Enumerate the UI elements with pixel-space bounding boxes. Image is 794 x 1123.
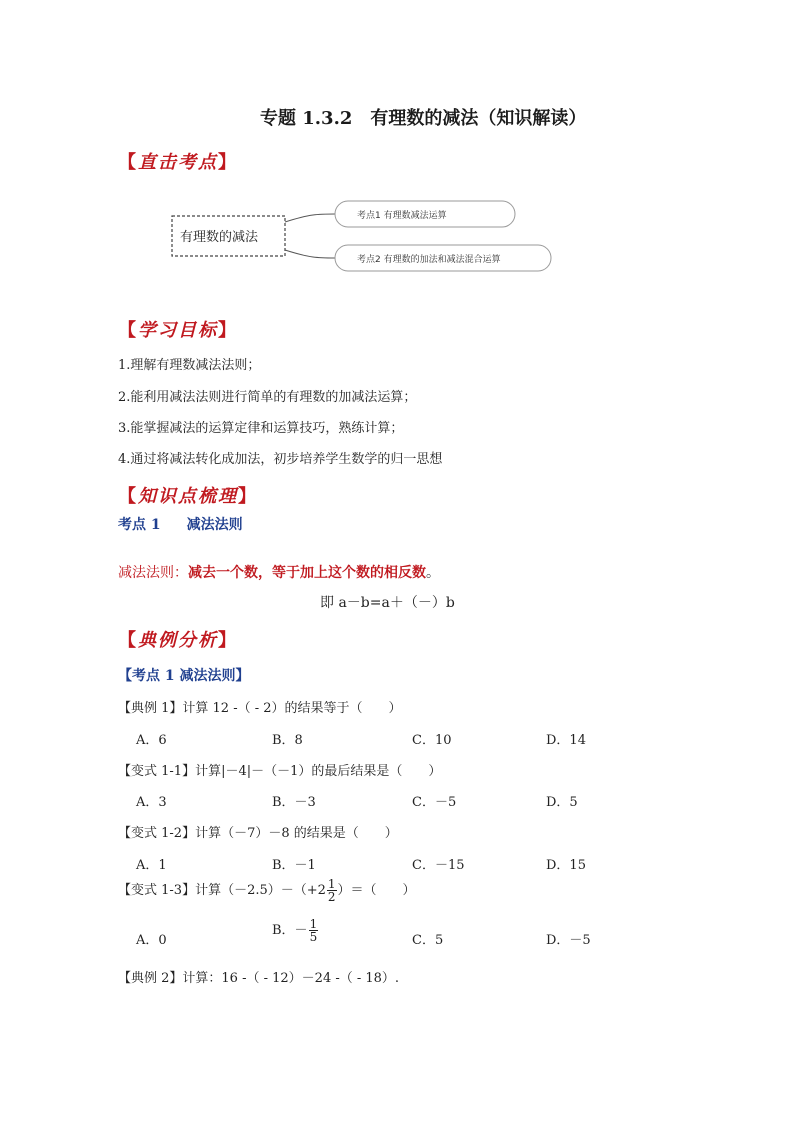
option-c: C．5 bbox=[412, 933, 444, 948]
option-c: C．－15 bbox=[412, 858, 465, 873]
option-b bbox=[272, 918, 319, 943]
option-d: D．14 bbox=[546, 733, 586, 748]
option-d: D．5 bbox=[546, 795, 578, 810]
question-stem: 【变式 1-2】计算（－7）－8 的结果是（ ） bbox=[118, 826, 398, 841]
fraction-denominator: 2 bbox=[327, 890, 336, 904]
mindmap-connector-bottom bbox=[285, 250, 335, 258]
bracket-left: 【 bbox=[118, 630, 138, 651]
option-a: A．1 bbox=[136, 858, 167, 873]
objective-item: 3.能掌握减法的运算定律和运算技巧，熟练计算； bbox=[118, 421, 404, 436]
section-examples-label: 典例分析 bbox=[138, 630, 218, 651]
option-a: A．6 bbox=[136, 733, 167, 748]
option-d: D．15 bbox=[546, 858, 586, 873]
fraction-denominator: 5 bbox=[309, 930, 318, 944]
option-c: C．10 bbox=[412, 733, 452, 748]
fraction-numerator: 1 bbox=[309, 917, 318, 931]
option-a: A．0 bbox=[136, 933, 167, 948]
mindmap-connector-top bbox=[285, 214, 335, 222]
option-b: B．8 bbox=[272, 733, 303, 748]
page-title: 专题 1.3.2 有理数的减法（知识解读） bbox=[260, 108, 587, 129]
question-stem: 【变式 1-1】计算|－4|－（－1）的最后结果是（ ） bbox=[118, 764, 442, 779]
mindmap-root-label: 有理数的减法 bbox=[180, 230, 259, 245]
question-stem bbox=[118, 878, 416, 903]
mindmap-diagram bbox=[0, 0, 794, 300]
bracket-left: 【 bbox=[118, 486, 138, 507]
mixed-fraction bbox=[327, 878, 337, 903]
rule-end: 。 bbox=[426, 565, 440, 581]
objective-item: 4.通过将减法转化成加法，初步培养学生数学的归一思想 bbox=[118, 452, 443, 467]
rule-text: 减去一个数，等于加上这个数的相反数 bbox=[188, 565, 426, 581]
question-stem-part: 【变式 1-3】计算（－2.5）－（+2 bbox=[118, 883, 326, 898]
rule-prefix: 减法法则： bbox=[118, 565, 188, 581]
mindmap-branch2-label: 考点2 有理数的加法和减法混合运算 bbox=[357, 255, 501, 265]
knowledge-point-title: 减法法则 bbox=[186, 517, 243, 533]
section-goals-heading bbox=[118, 316, 238, 342]
objective-item: 1.理解有理数减法法则； bbox=[118, 358, 261, 373]
section-examples-heading bbox=[118, 626, 238, 652]
question-stem: 【典例 2】计算：16 -（ - 12）－24 -（ - 18）. bbox=[118, 971, 400, 986]
bracket-right: 】 bbox=[218, 320, 238, 341]
section-knowledge-label: 知识点梳理 bbox=[138, 486, 238, 507]
section-knowledge-heading bbox=[118, 482, 258, 508]
option-b: B．－3 bbox=[272, 795, 316, 810]
option-b-label: B．－ bbox=[272, 923, 308, 938]
mindmap-branch1-label: 考点1 有理数减法运算 bbox=[357, 211, 447, 221]
fraction-numerator: 1 bbox=[327, 877, 336, 891]
bracket-left: 【 bbox=[118, 152, 138, 173]
option-b: B．－1 bbox=[272, 858, 316, 873]
section-direct-label: 直击考点 bbox=[138, 152, 218, 173]
objective-item: 2.能利用减法法则进行简单的有理数的加减法运算； bbox=[118, 390, 417, 405]
option-d: D．－5 bbox=[546, 933, 591, 948]
option-c: C．－5 bbox=[412, 795, 457, 810]
section-goals-label: 学习目标 bbox=[138, 320, 218, 341]
bracket-right: 】 bbox=[218, 630, 238, 651]
subtraction-rule bbox=[118, 562, 440, 582]
knowledge-point-label: 考点 1 bbox=[118, 517, 161, 533]
bracket-right: 】 bbox=[218, 152, 238, 173]
bracket-left: 【 bbox=[118, 320, 138, 341]
question-stem-part: ）＝（ ） bbox=[337, 883, 416, 898]
option-a: A．3 bbox=[136, 795, 167, 810]
bracket-right: 】 bbox=[238, 486, 258, 507]
knowledge-point-heading bbox=[118, 514, 243, 534]
rule-formula: 即 a－b=a＋（－）b bbox=[320, 595, 455, 611]
option-fraction bbox=[309, 918, 319, 943]
question-stem: 【典例 1】计算 12 -（ - 2）的结果等于（ ） bbox=[118, 701, 402, 716]
subsection-heading: 【考点 1 减法法则】 bbox=[118, 668, 250, 684]
